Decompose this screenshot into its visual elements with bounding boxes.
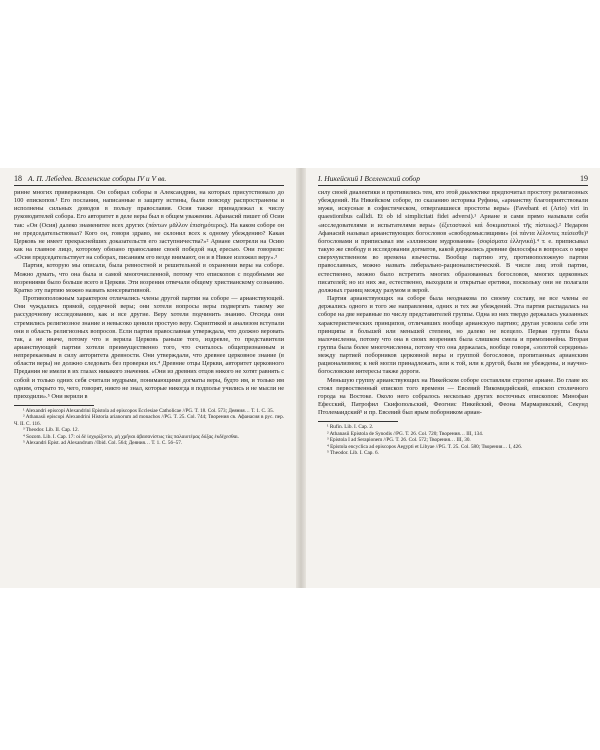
left-page-header xyxy=(14,174,284,186)
left-paragraph: ринне многих приверженцев. Он собирал соборы в Александрии, на которых присутствовало до 100 епископов.¹ Его послания, написанные в защиту истины, были повсюду распространены и исполнены сильных доводов в пользу православия. Осия также принадлежал к числу руководителей собора. Его авторитет в деле веры был в общем уважении. Афанасий пишет об Осии так: «Он (Осия) далеко знаменитее всех других (πάντων μᾶλλον ἐπισημότερος). На каком соборе он не председательствовал? Кого он, говоря здраво, не склонил всех к одному убеждению? Какая Церковь не имеет прекраснейших доказательств его заступничества?»² Арианe смотрели на Осию как на главное лицо, которому обязано православие своей победой над ересью. Они говорили: «Осия председательствует на соборах, писаниям его везде внимают, он и в Никее изложил веру».³ xyxy=(14,189,284,262)
footnote: ¹ Rufin. Lib. I. Cap. 2. xyxy=(327,424,374,431)
footnote: ² Athanasii Epistola de Synodis //PG. T. 26. Col. 720; Творения… III, 134. xyxy=(327,430,484,437)
left-page xyxy=(14,174,284,582)
footnote: ¹ Alexandri episcopi Alexandrini Epistola ad episcopos Ecclesiae Catholicae //PG. T. 18. Col. 573; Деяния… Т. 1. С. 35. xyxy=(23,408,275,415)
left-page-number: 18 xyxy=(14,174,22,183)
right-paragraph: Меньшую группу арианствующих на Никейском соборе составляли строгие ариане. Во главе их стоял первоственный епископ того времени — Евсевий Никомидийский, епископ столичного города на Востоке. Около него собралось несколько других восточных епископов: Минофан Ефесский, Патрофил Скифопольский, Феогнис Никейский, Феона Мармарикский, Секунд Птолемаидский⁵ и пр. Евсевий был ярым поборником ариан- xyxy=(318,376,588,417)
right-page-body xyxy=(318,189,588,417)
left-footnotes xyxy=(14,408,284,446)
right-footnotes xyxy=(318,424,588,456)
right-paragraph: силу своей диалектики и противились тем, кто этой диалектике предпочитал простоту религиозных убеждений. На Никейском соборе, по сказанию историка Руфина, «арианству благоприятствовали мужи, искусные в софистическом, отвергавшиеся простоты веры» (Favebant et (Ario) viri in quaestionibus callidi. Et ob id simplicitati fidei adversi).¹ Ариане и сами прямо называли себя «исследователями и испытателями веры» (ἐξεταστικοὶ καὶ δοκιμαστικοὶ τῆς πίστεως).² Недаром Афанасий называл арианствующих богословов «свободомыслящими» (οἱ πάντα λέλοντες πείσεσθε)³ богословами и приписывал им «эллинские мудрования» (σοφίσματα ἑλληνικά).⁴ т. е. приписывал такую же свободу в исследовании догматов, какой держались древние философы в вопросах о мире сверхчувственном во времена язычества. Вообще партию эту, противоположную партии православных, можно назвать либерально-рационалистической. В числе лиц этой партии, естественно, можно было встретить многих образованных богословов, многих церковных писателей; но из них же, естественно, выходили и открытые еретики, поскольку они не полагали должных границ между разумом и верой. xyxy=(318,189,588,294)
footnote: ³ Epistola I ad Serapionem //PG. T. 26. Col. 572; Творения… III, 30. xyxy=(327,437,471,444)
book-gutter xyxy=(296,168,306,588)
right-running-title: I. Никейский I Вселенский собор xyxy=(318,174,421,183)
left-page-body xyxy=(14,189,284,401)
footnote-rule xyxy=(318,421,398,422)
left-running-title: А. П. Лебедев. Вселенские соборы IV и V вв. xyxy=(28,174,167,183)
right-page xyxy=(318,174,588,582)
footnote: ⁴ Epistola encyclica ad episcopos Aegypti et Libyae //PG. T. 25. Col. 580; Творения… I, 426. xyxy=(327,443,523,450)
footnote-rule xyxy=(14,405,94,406)
right-page-header xyxy=(318,174,588,186)
footnote: ⁵ Theodor. Lib. I. Cap. 6. xyxy=(327,450,379,456)
footnote: ⁴ Sozom. Lib. I. Cap. 17: οἱ δὲ ἰσχυρίζοντο, μὴ χρῆναι ἀβασανίστως τὰς παλαιοτέρας δόξας ἐκδέχεσθαι. xyxy=(23,433,239,440)
book-spread xyxy=(0,168,600,588)
left-paragraph: Противоположным характером отличались члены другой партии на соборе — арианствующей. Они чуждались прямой, сердечной веры; они хотели вопросы веры подвергать такому же рассудочному исследованию, как и все другие. Веру хотели подчинить знанию. Отсюда они стремились религиозное знание и невысоко ценили простую веру. Скриптикой и анализом вступали они в область религиозных вопросов. Если партия православная утверждала, что должно веровать так, а не иначе, потому что и верила Церковь раньше того, издревле, то представители арианствующей партии хотели преимущественно того, что считалось общепризнанным и непререкаемым в силу авторитета древности. Они утверждали, что древнее церковное знание (в области веры) не должно следовать без проверки их.⁴ Древние отцы Церкви, авторитет церковного Предания не имели в их глазах никакого значения. «Они из древних отцов никого не хотят равнять с собой и только одних себя считали мудрыми, понимающими догматы веры, будто им, и только им одним, открыто то, чего, говорят, никто не знал, которые никогда в подполье учились и не мысли не приходили».⁵ Они верили в xyxy=(14,295,284,400)
footnote: ³ Theodor. Lib. II. Cap. 12. xyxy=(23,427,79,434)
left-paragraph: Партия, которую мы описали, была ревностной и решительной в охранении веры на соборе. Можно думать, что она была и самой многочисленной, потому что епископов с подобными же возрениями было больше всего в Церкви. Эти возрения отвечали общему христианскому сознанию. Кратко эту партию можно назвать консервативной. xyxy=(14,262,284,294)
footnote: ⁵ Alexandri Epist. ad Alexandrum //Ibid. Col. 564; Деяния… Т. 1. С. 56–57. xyxy=(23,440,183,447)
footnote: ² Athanasii episcopi Alexandrini Historia arianorum ad monachos //PG. T. 25. Col. 744; Творения св. Афанасия в рус. пер. Ч. II. С. 116. xyxy=(14,414,284,427)
right-page-number: 19 xyxy=(580,174,588,183)
right-paragraph: Партия арианствующих на соборе была неоднакова по своему составу, не все члены ее держались одного и того же направления, одних и тех же убеждений. Эта партия распадалась на соборе на две неравные по числу представителей группы. Одна из них твердо держалась указанных характеристических принципов, отличавших вообще арианскую партию; другая усвоила себе эти принципы в большей или меньшей степени, но далеко не всецело. Первая группа была малочисленна, потому что она в своих возрениях была слишком смела и прямолинейна. Вторая группа была более многочисленна, потому что она держалась, вообще говоря, «золотой середины» между партией поборников церковной веры и группой богословов, пропитанных арианским рационализмом; к ней могли принадлежать, или к той, или к другой, были не убеждены, и научно-богословские интересы также дороги. xyxy=(318,295,588,376)
